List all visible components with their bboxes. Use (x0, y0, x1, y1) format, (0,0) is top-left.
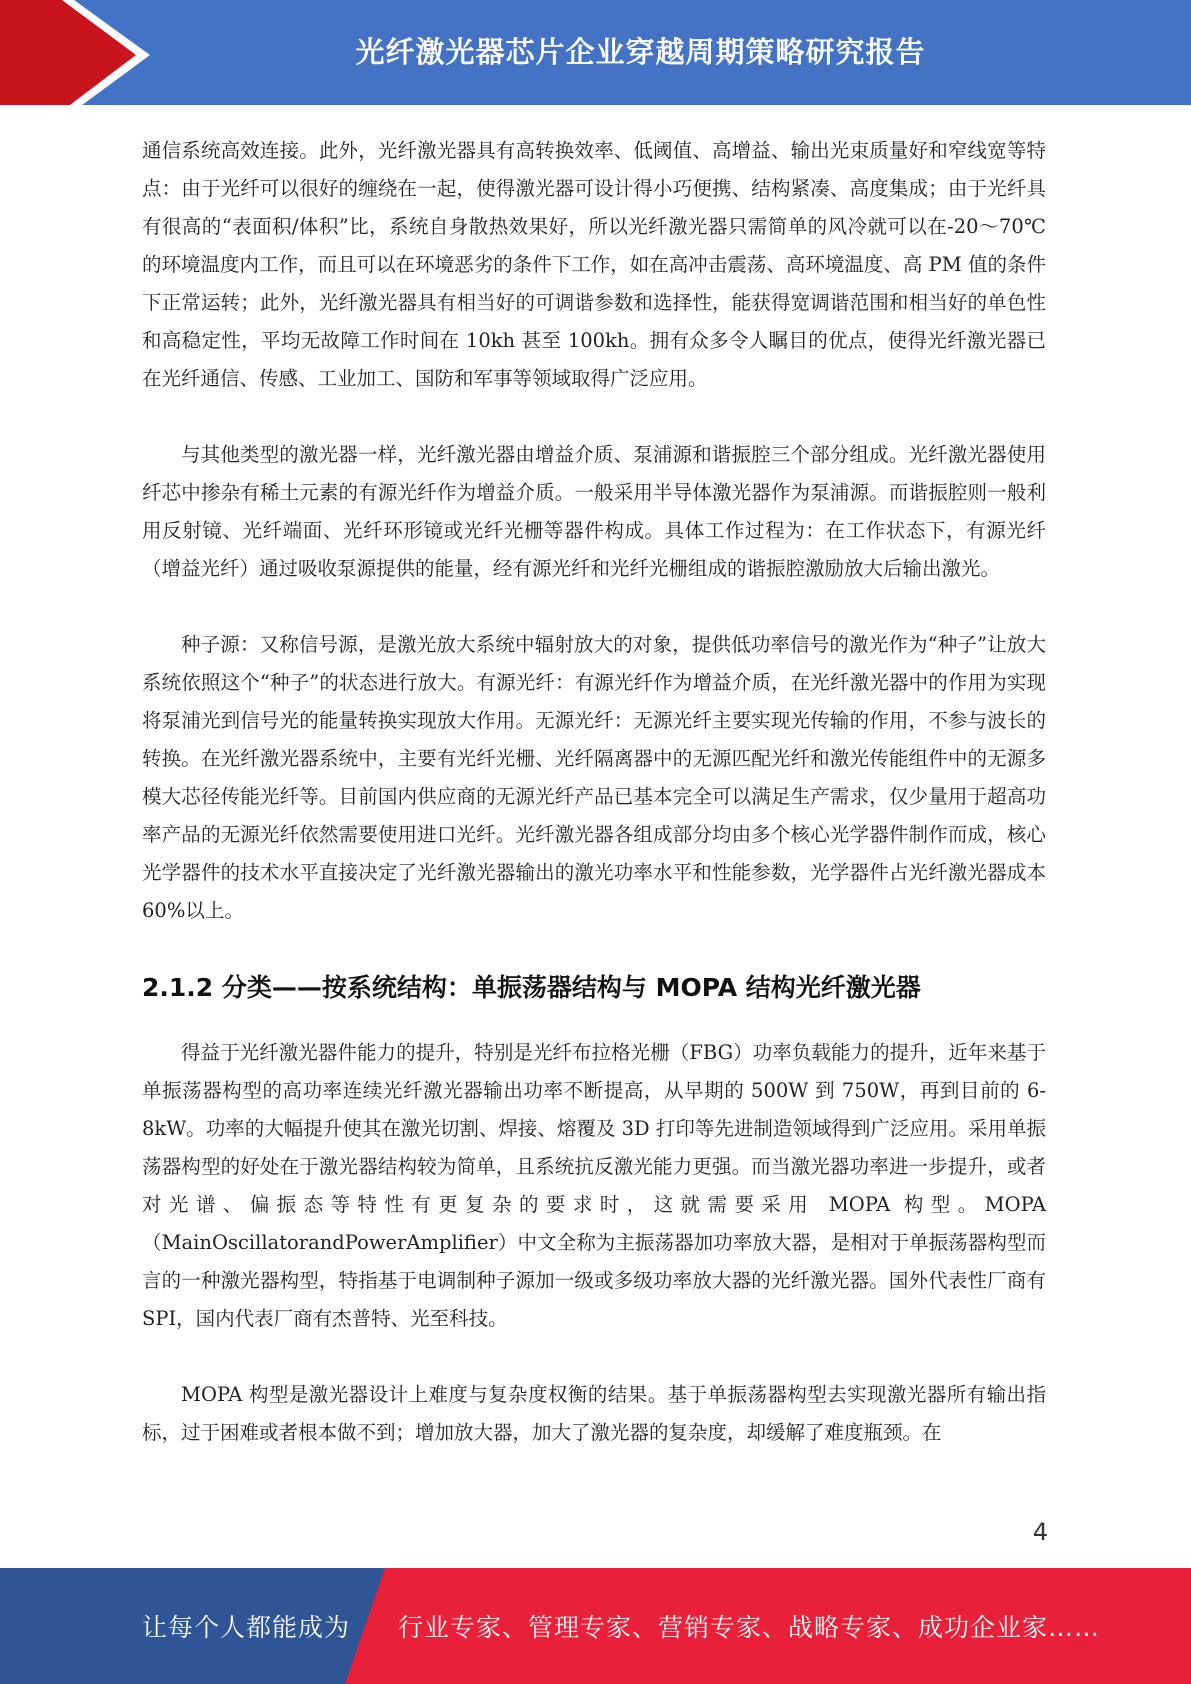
page-header (0, 0, 1191, 111)
page-number: 4 (1032, 1518, 1048, 1546)
paragraph-mopa: MOPA 构型是激光器设计上难度与复杂度权衡的结果。基于单振荡器构型去实现激光器所有输出指标，过于困难或者根本做不到；增加放大器，加大了激光器的复杂度，却缓解了难度瓶颈。在 (142, 1383, 1046, 1444)
footer-slogan-right: 行业专家、管理专家、营销专家、战略专家、成功企业家…… (398, 1613, 1101, 1642)
section-heading: 2.1.2 分类——按系统结构：单振荡器结构与 MOPA 结构光纤激光器 (142, 973, 921, 1002)
footer-slogan-left: 让每个人都能成为 (142, 1613, 351, 1642)
report-title: 光纤激光器芯片企业穿越周期策略研究报告 (355, 34, 926, 69)
paragraph-fiber-laser-composition: 与其他类型的激光器一样，光纤激光器由增益介质、泵浦源和谐振腔三个部分组成。光纤激光器使用纤芯中掺杂有稀土元素的有源光纤作为增益介质。一般采用半导体激光器作为泵浦源。而谐振腔则一般利用反射镜、光纤端面、光纤环形镜或光纤光栅等器件构成。具体工作过程为：在工作状态下，有源光纤（增益光纤）通过吸收泵源提供的能量，经有源光纤和光纤光栅组成的谐振腔激励放大后输出激光。 (142, 443, 1046, 580)
paragraph-single-oscillator: 得益于光纤激光器件能力的提升，特别是光纤布拉格光栅（FBG）功率负载能力的提升，近年来基于单振荡器构型的高功率连续光纤激光器输出功率不断提高，从早期的 500W 到 750W，再到目前的 6-8kW。功率的大幅提升使其在激光切割、焊接、熔覆及 3D 打印等先进制造领域得到广泛应用。采用单振荡器构型的好处在于激光器结构较为简单，且系统抗反激光能力更强。而当激光器功率进一步提升，或者对光谱、偏振态等特性有更复杂的要求时，这就需要采用 MOPA 构型。MOPA（MainOscillatorandPowerAmplifier）中文全称为主振荡器加功率放大器，是相对于单振荡器构型而言的一种激光器构型，特指基于电调制种子源加一级或多级功率放大器的光纤激光器。国外代表性厂商有 SPI，国内代表厂商有杰普特、光至科技。 (142, 1041, 1046, 1330)
page-footer (0, 1568, 1191, 1684)
paragraph-seed-source: 种子源：又称信号源，是激光放大系统中辐射放大的对象，提供低功率信号的激光作为“种子”让放大系统依照这个“种子”的状态进行放大。有源光纤：有源光纤作为增益介质，在光纤激光器中的作用为实现将泵浦光到信号光的能量转换实现放大作用。无源光纤：无源光纤主要实现光传输的作用，不参与波长的转换。在光纤激光器系统中，主要有光纤光栅、光纤隔离器中的无源匹配光纤和激光传能组件中的无源多模大芯径传能光纤等。目前国内供应商的无源光纤产品已基本完全可以满足生产需求，仅少量用于超高功率产品的无源光纤依然需要使用进口光纤。光纤激光器各组成部分均由多个核心光学器件制作而成，核心光学器件的技术水平直接决定了光纤激光器输出的激光功率水平和性能参数，光学器件占光纤激光器成本 60%以上。 (142, 633, 1046, 922)
document-body (142, 132, 1046, 1490)
paragraph-fiber-laser-advantages: 通信系统高效连接。此外，光纤激光器具有高转换效率、低阈值、高增益、输出光束质量好和窄线宽等特点：由于光纤可以很好的缠绕在一起，使得激光器可设计得小巧便携、结构紧凑、高度集成；由于光纤具有很高的“表面积/体积”比，系统自身散热效果好，所以光纤激光器只需简单的风冷就可以在-20～70℃的环境温度内工作，而且可以在环境恶劣的条件下工作，如在高冲击震荡、高环境温度、高 PM 值的条件下正常运转；此外，光纤激光器具有相当好的可调谐参数和选择性，能获得宽调谐范围和相当好的单色性和高稳定性，平均无故障工作时间在 10kh 甚至 100kh。拥有众多令人瞩目的优点，使得光纤激光器已在光纤通信、传感、工业加工、国防和军事等领域取得广泛应用。 (142, 139, 1046, 390)
